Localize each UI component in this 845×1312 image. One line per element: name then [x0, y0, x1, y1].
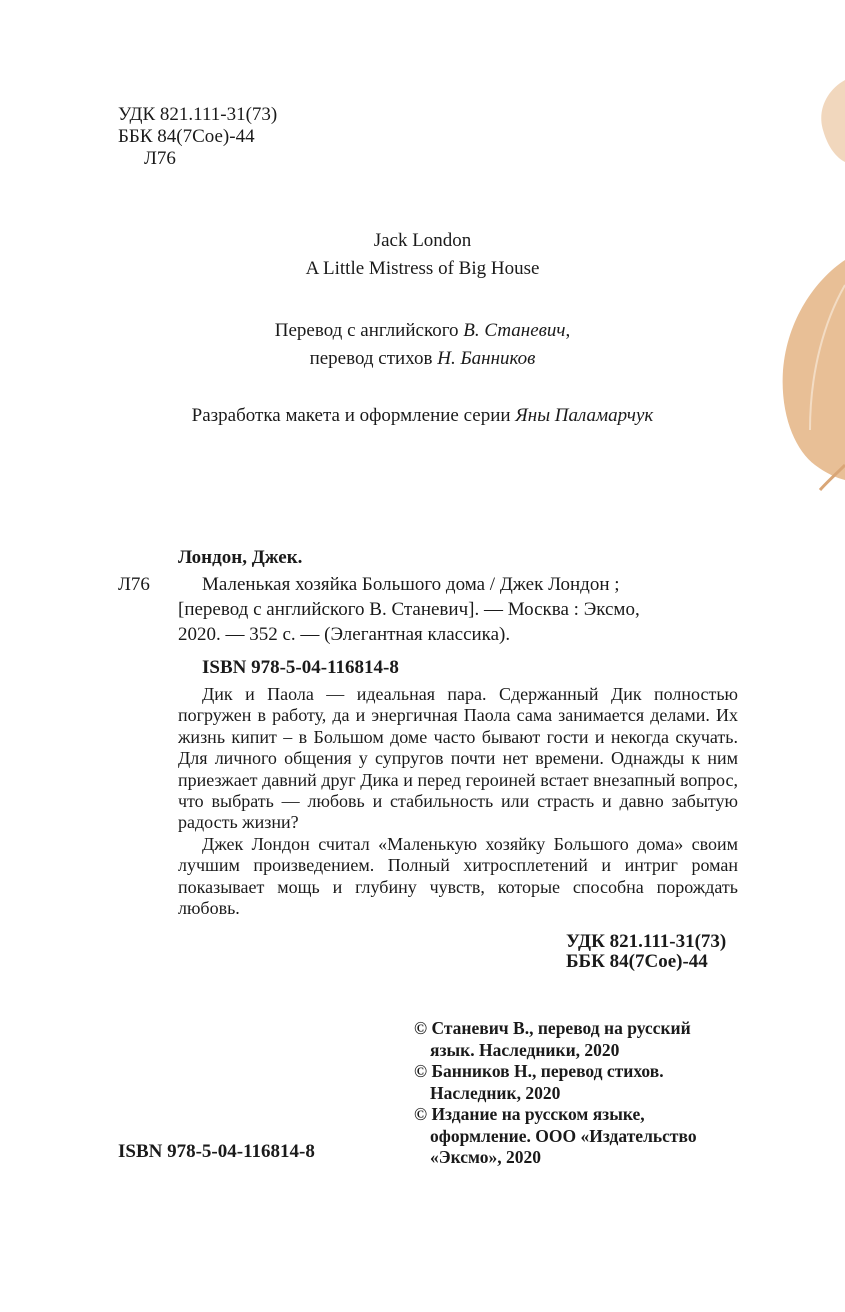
book-description	[178, 684, 738, 919]
original-author: Jack London	[373, 230, 472, 251]
footer-isbn: ISBN 978-5-04-116814-8	[118, 1141, 315, 1162]
copyright-1-line-2: язык. Наследники, 2020	[430, 1039, 620, 1060]
catalog-isbn: ISBN 978-5-04-116814-8	[202, 657, 399, 678]
description-paragraph-2: Джек Лондон считал «Маленькую хозяйку Большого дома» своим лучшим произведением. Полный хитросплетений и интриг роман показывает мощь и глубину чувств, которые способна порождать любовь.	[178, 833, 738, 919]
design-credit	[0, 405, 845, 427]
catalog-line-2: [перевод с английского В. Станевич]. — Москва : Эксмо,	[178, 599, 640, 620]
description-paragraph-1: Дик и Паола — идеальная пара. Сдержанный Дик полностью погружен в работу, да и энергичная Паола сама занимается делами. Их жизнь кипит – в Большом доме часто бывают гости и некогда скучать. Для личного общения у супругов почти нет времени. Однажды к ним приезжает давний друг Дика и перед героиней встает внезапный вопрос, что выбрать — любовь и стабильность или страсть и давно забытую радость жизни?	[178, 684, 738, 833]
copyright-2-line-2: Наследник, 2020	[430, 1082, 561, 1103]
bottom-udk-code: УДК 821.111-31(73)	[566, 931, 727, 952]
poems-prefix: перевод стихов	[309, 348, 433, 369]
catalog-heading: Лондон, Джек.	[178, 547, 303, 568]
bottom-bbk-code: ББК 84(7Сое)-44	[566, 951, 708, 972]
catalog-author-mark: Л76	[118, 574, 150, 595]
translation-suffix: ,	[565, 320, 571, 341]
copyright-1-line-1: © Станевич В., перевод на русский	[414, 1018, 691, 1038]
poems-credit	[0, 348, 845, 370]
leaf-shape-top	[821, 80, 845, 162]
classification-codes	[118, 104, 277, 170]
copyright-3-line-1: © Издание на русском языке,	[414, 1104, 645, 1124]
designer-name: Яны Паламарчук	[515, 405, 654, 426]
copyright-3-line-2: оформление. ООО «Издательство	[430, 1125, 697, 1146]
leaf-illustration	[765, 70, 845, 510]
translation-prefix: Перевод с английского	[274, 320, 459, 341]
translator-name: В. Станевич	[463, 320, 566, 341]
copyright-block	[414, 1018, 744, 1169]
author-mark: Л76	[144, 148, 176, 169]
bbk-code: ББК 84(7Сое)-44	[118, 126, 255, 147]
copyright-3-line-3: «Эксмо», 2020	[430, 1147, 541, 1167]
original-title: A Little Mistress of Big House	[305, 258, 540, 279]
copyright-2-line-1: © Банников Н., перевод стихов.	[414, 1061, 664, 1081]
leaf-shape-main	[783, 260, 845, 480]
udk-code: УДК 821.111-31(73)	[118, 104, 278, 125]
translation-credit	[0, 320, 845, 342]
poems-translator-name: Н. Банников	[437, 348, 536, 369]
catalog-line-1: Маленькая хозяйка Большого дома / Джек Лондон ;	[202, 574, 620, 595]
design-prefix: Разработка макета и оформление серии	[191, 405, 511, 426]
catalog-line-3: 2020. — 352 с. — (Элегантная классика).	[178, 624, 511, 645]
